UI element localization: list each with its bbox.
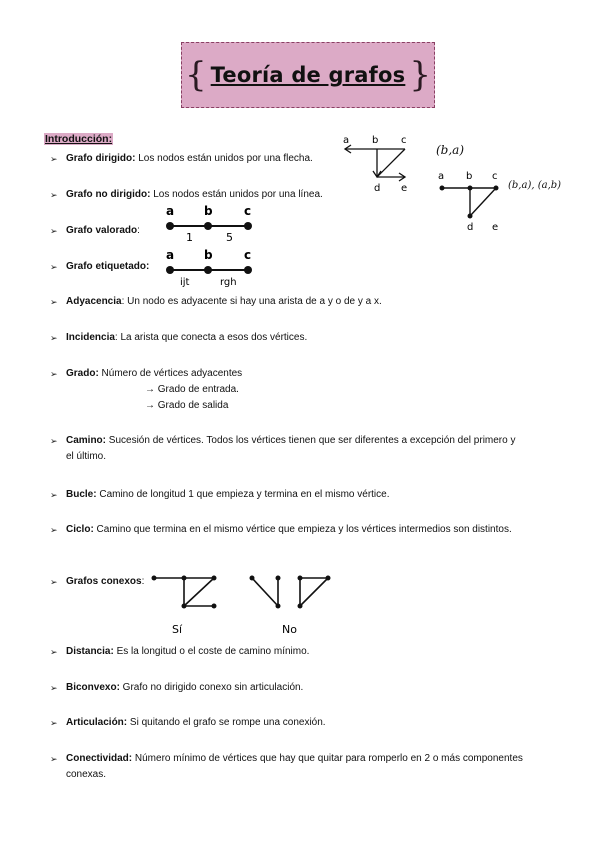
node-label: d [467,222,474,232]
bullet-icon: ➢ [50,297,58,307]
bullet-icon: ➢ [50,436,58,446]
edge-note: (b,a) [436,143,465,157]
item-term: Distancia: [66,646,114,657]
grado-salida: → Grado de salida [145,400,229,411]
bullet-icon: ➢ [50,190,58,200]
item-desc: Es la longitud o el coste de camino mínimo. [113,646,310,657]
undirected-graph-diagram [430,168,510,232]
item-desc: Camino de longitud 1 que empieza y termina en el mismo vértice. [96,489,390,500]
item-term: Grafo etiquetado: [66,261,150,272]
item-term: Adyacencia [66,296,122,307]
node-label: d [374,183,381,194]
item-term: Ciclo: [66,524,94,535]
left-brace: { [185,55,207,95]
bullet-icon: ➢ [50,154,58,164]
grado-entrada: → Grado de entrada. [145,384,239,395]
directed-graph-diagram [337,133,432,195]
node-label: b [372,135,379,146]
edge-label: rgh [220,277,237,288]
item-desc: Sucesión de vértices. Todos los vértices tienen que ser diferentes a excepción del primero y el último. [66,435,516,462]
item-term: Grafo dirigido: [66,153,136,164]
item-term: Conectividad: [66,753,133,764]
bullet-icon: ➢ [50,718,58,728]
weight-label: 5 [226,231,233,244]
node-label: a [438,171,445,182]
item-term: Grafo no dirigido: [66,189,151,200]
node-label: a [166,204,175,218]
bullet-icon: ➢ [50,577,58,587]
node-label: e [401,183,408,194]
bullet-icon: ➢ [50,369,58,379]
connected-yes-label: Sí [172,623,183,636]
edge-label: ijt [180,277,190,288]
item-term: Articulación: [66,717,128,728]
item-desc: Si quitando el grafo se rompe una conexión. [127,717,326,728]
node-label: c [401,135,407,146]
item-desc: Los nodos están unidos por una flecha. [135,153,313,164]
weight-label: 1 [186,231,193,244]
right-brace: } [409,55,431,95]
item-desc: Número de vértices adyacentes [98,368,243,379]
bullet-icon: ➢ [50,525,58,535]
item-term: Incidencia [66,332,115,343]
item-term: Bucle: [66,489,97,500]
weighted-graph-diagram [160,202,260,244]
item-term: Biconvexo: [66,682,120,693]
item-desc: : Un nodo es adyacente si hay una arista de a y o de y a x. [121,296,382,307]
item-term: Grafos conexos [66,576,142,587]
node-label: c [244,248,252,262]
bullet-icon: ➢ [50,333,58,343]
item-desc: Número mínimo de vértices que hay que quitar para romperlo en 2 o más componentes conexas. [66,753,523,780]
item-term: Camino: [66,435,106,446]
bullet-icon: ➢ [50,683,58,693]
item-desc: Grafo no dirigido conexo sin articulación. [119,682,304,693]
bullet-icon: ➢ [50,262,58,272]
item-desc: Camino que termina en el mismo vértice que empieza y los vértices intermedios son distintos. [93,524,512,535]
connected-no-label: No [282,623,297,636]
node-label: c [244,204,252,218]
node-label: b [204,248,213,262]
item-desc: Los nodos están unidos por una línea. [150,189,323,200]
page-title: Teoría de grafos [210,63,406,87]
item-term: Grafo valorado [66,225,138,236]
edge-note: (b,a), (a,b) [508,180,562,191]
section-heading: Introducción: [45,133,113,145]
item-desc: : [137,225,140,236]
node-label: a [166,248,175,262]
item-desc: : [141,576,145,587]
labeled-graph-diagram [160,246,260,288]
node-label: c [492,171,498,182]
bullet-icon: ➢ [50,754,58,764]
node-label: e [492,222,499,232]
bullet-icon: ➢ [50,647,58,657]
bullet-icon: ➢ [50,226,58,236]
item-term: Grado: [66,368,99,379]
node-label: a [343,135,350,146]
title-box [181,42,435,108]
node-label: b [204,204,213,218]
item-desc: : La arista que conecta a esos dos vértices. [114,332,308,343]
node-label: b [466,171,473,182]
connected-graphs-diagram [146,570,332,640]
bullet-icon: ➢ [50,490,58,500]
